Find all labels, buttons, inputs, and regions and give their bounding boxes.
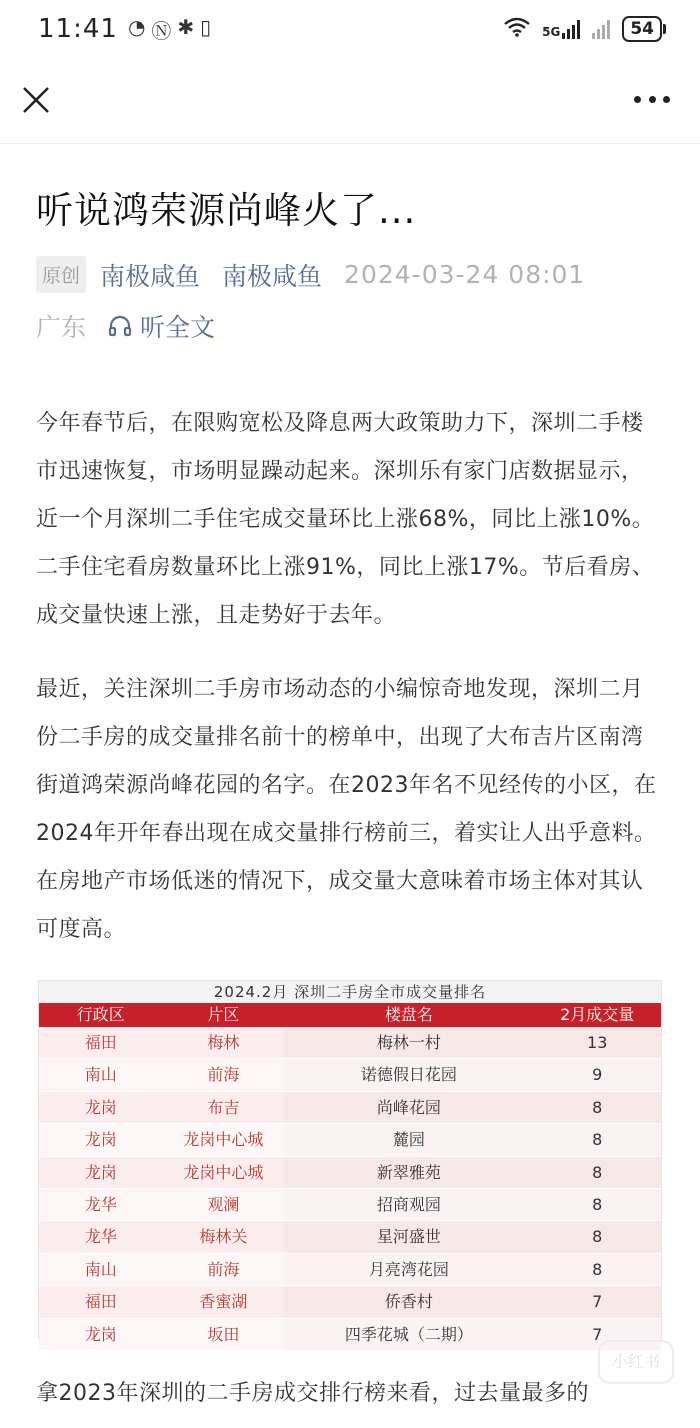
table-cell: 观澜	[163, 1189, 285, 1220]
table-cell: 香蜜湖	[163, 1286, 285, 1317]
table-cell: 月亮湾花园	[284, 1254, 533, 1285]
headphones-icon	[108, 314, 132, 338]
article-title: 听说鸿荣源尚峰火了...	[36, 189, 417, 232]
table-cell: 尚峰花园	[284, 1092, 533, 1123]
table-cell: 麓园	[284, 1124, 533, 1155]
network-type: 5G	[542, 25, 561, 39]
table-cell: 8	[533, 1124, 661, 1155]
header-cell: 片区	[207, 1005, 240, 1024]
author-link[interactable]: 南极咸鱼	[100, 261, 201, 291]
header-cell: 2月成交量	[560, 1005, 635, 1024]
status-right	[504, 16, 662, 42]
status-icons	[128, 15, 211, 44]
ranking-table	[38, 980, 662, 1344]
table-cell: 福田	[39, 1286, 163, 1317]
table-row	[39, 1092, 661, 1124]
table-cell: 福田	[39, 1027, 163, 1058]
table-cell: 7	[533, 1286, 661, 1317]
signal-secondary-icon	[592, 19, 610, 39]
listen-label: 听全文	[140, 313, 216, 342]
table-cell: 南山	[39, 1254, 163, 1285]
table-row	[39, 1157, 661, 1189]
table-body	[39, 1027, 661, 1351]
more-dot-icon	[663, 96, 670, 103]
speed-icon: ◔	[127, 14, 146, 39]
table-cell: 8	[533, 1157, 661, 1188]
table-cell: 四季花城（二期）	[284, 1319, 533, 1350]
nav-bar	[0, 58, 700, 144]
table-caption: 2024.2月 深圳二手房全市成交量排名	[39, 981, 661, 1003]
table-row	[39, 1189, 661, 1221]
table-cell: 9	[533, 1059, 661, 1090]
table-row	[39, 1124, 661, 1156]
paragraph: 最近，关注深圳二手房市场动态的小编惊奇地发现，深圳二月份二手房的成交量排名前十的榜单中，出现了大布吉片区南湾街道鸿荣源尚峰花园的名字。在2023年名不见经传的小区，在2024年开年春出现在成交量排行榜前三，着实让人出乎意料。在房地产市场低迷的情况下，成交量大意味着市场主体对其认可度高。	[36, 677, 657, 942]
table-cell: 龙岗中心城	[163, 1157, 285, 1188]
publish-date: 2024-03-24 08:01	[344, 260, 586, 289]
table-cell: 龙华	[39, 1221, 163, 1252]
table-row	[39, 1059, 661, 1091]
table-row	[39, 1319, 661, 1351]
table-cell: 8	[533, 1092, 661, 1123]
table-cell: 星河盛世	[284, 1221, 533, 1252]
table-cell: 前海	[163, 1059, 285, 1090]
table-cell: 南山	[39, 1059, 163, 1090]
table-cell: 前海	[163, 1254, 285, 1285]
table-cell: 13	[533, 1027, 661, 1058]
table-row	[39, 1221, 661, 1253]
paragraph: 拿2023年深圳的二手房成交排行榜来看，过去量最多的	[36, 1381, 589, 1406]
table-row	[39, 1254, 661, 1286]
region-label: 广东	[36, 313, 87, 342]
status-time: 11:41	[38, 14, 118, 44]
bluetooth-icon: ✱	[177, 14, 195, 39]
vibrate-icon: ▯	[200, 14, 212, 39]
close-icon	[20, 84, 52, 116]
table-cell: 梅林一村	[284, 1027, 533, 1058]
table-cell: 龙岗	[39, 1092, 163, 1123]
table-cell: 龙岗	[39, 1319, 163, 1350]
xiaohongshu-watermark: 小红书	[598, 1340, 674, 1384]
original-badge: 原创	[36, 256, 86, 293]
table-cell: 坂田	[163, 1319, 285, 1350]
article-meta	[36, 256, 585, 293]
table-header	[39, 1003, 661, 1027]
more-dot-icon	[634, 96, 641, 103]
table-cell: 布吉	[163, 1092, 285, 1123]
table-cell: 龙岗	[39, 1157, 163, 1188]
listen-full-text-button[interactable]	[108, 308, 215, 344]
article-meta-secondary	[36, 308, 215, 344]
table-cell: 龙岗	[39, 1124, 163, 1155]
header-cell: 楼盘名	[384, 1005, 433, 1024]
signal-5g-icon	[542, 19, 580, 39]
table-cell: 招商观园	[284, 1189, 533, 1220]
table-row	[39, 1027, 661, 1059]
more-dot-icon	[649, 96, 656, 103]
header-cell: 行政区	[76, 1005, 125, 1024]
table-cell: 龙华	[39, 1189, 163, 1220]
battery-indicator: 54	[622, 16, 662, 42]
account-link[interactable]: 南极咸鱼	[222, 261, 323, 291]
table-cell: 梅林关	[163, 1221, 285, 1252]
table-cell: 侨香村	[284, 1286, 533, 1317]
table-cell: 8	[533, 1254, 661, 1285]
table-cell: 梅林	[163, 1027, 285, 1058]
close-button[interactable]	[20, 84, 52, 116]
status-left	[38, 14, 211, 44]
status-bar	[0, 0, 700, 58]
table-cell: 新翠雅苑	[284, 1157, 533, 1188]
nfc-icon: Ⓝ	[151, 18, 172, 43]
table-cell: 8	[533, 1221, 661, 1252]
table-cell: 龙岗中心城	[163, 1124, 285, 1155]
table-cell: 8	[533, 1189, 661, 1220]
table-row	[39, 1286, 661, 1318]
more-options-button[interactable]	[634, 96, 670, 106]
wifi-icon	[504, 17, 530, 42]
paragraph: 今年春节后，在限购宽松及降息两大政策助力下，深圳二手楼市迅速恢复，市场明显躁动起来。深圳乐有家门店数据显示，近一个月深圳二手住宅成交量环比上涨68%，同比上涨10%。二手住宅看房数量环比上涨91%，同比上涨17%。节后看房、成交量快速上涨，且走势好于去年。	[36, 411, 655, 628]
table-cell: 诺德假日花园	[284, 1059, 533, 1090]
table-cell: 7	[533, 1319, 661, 1350]
